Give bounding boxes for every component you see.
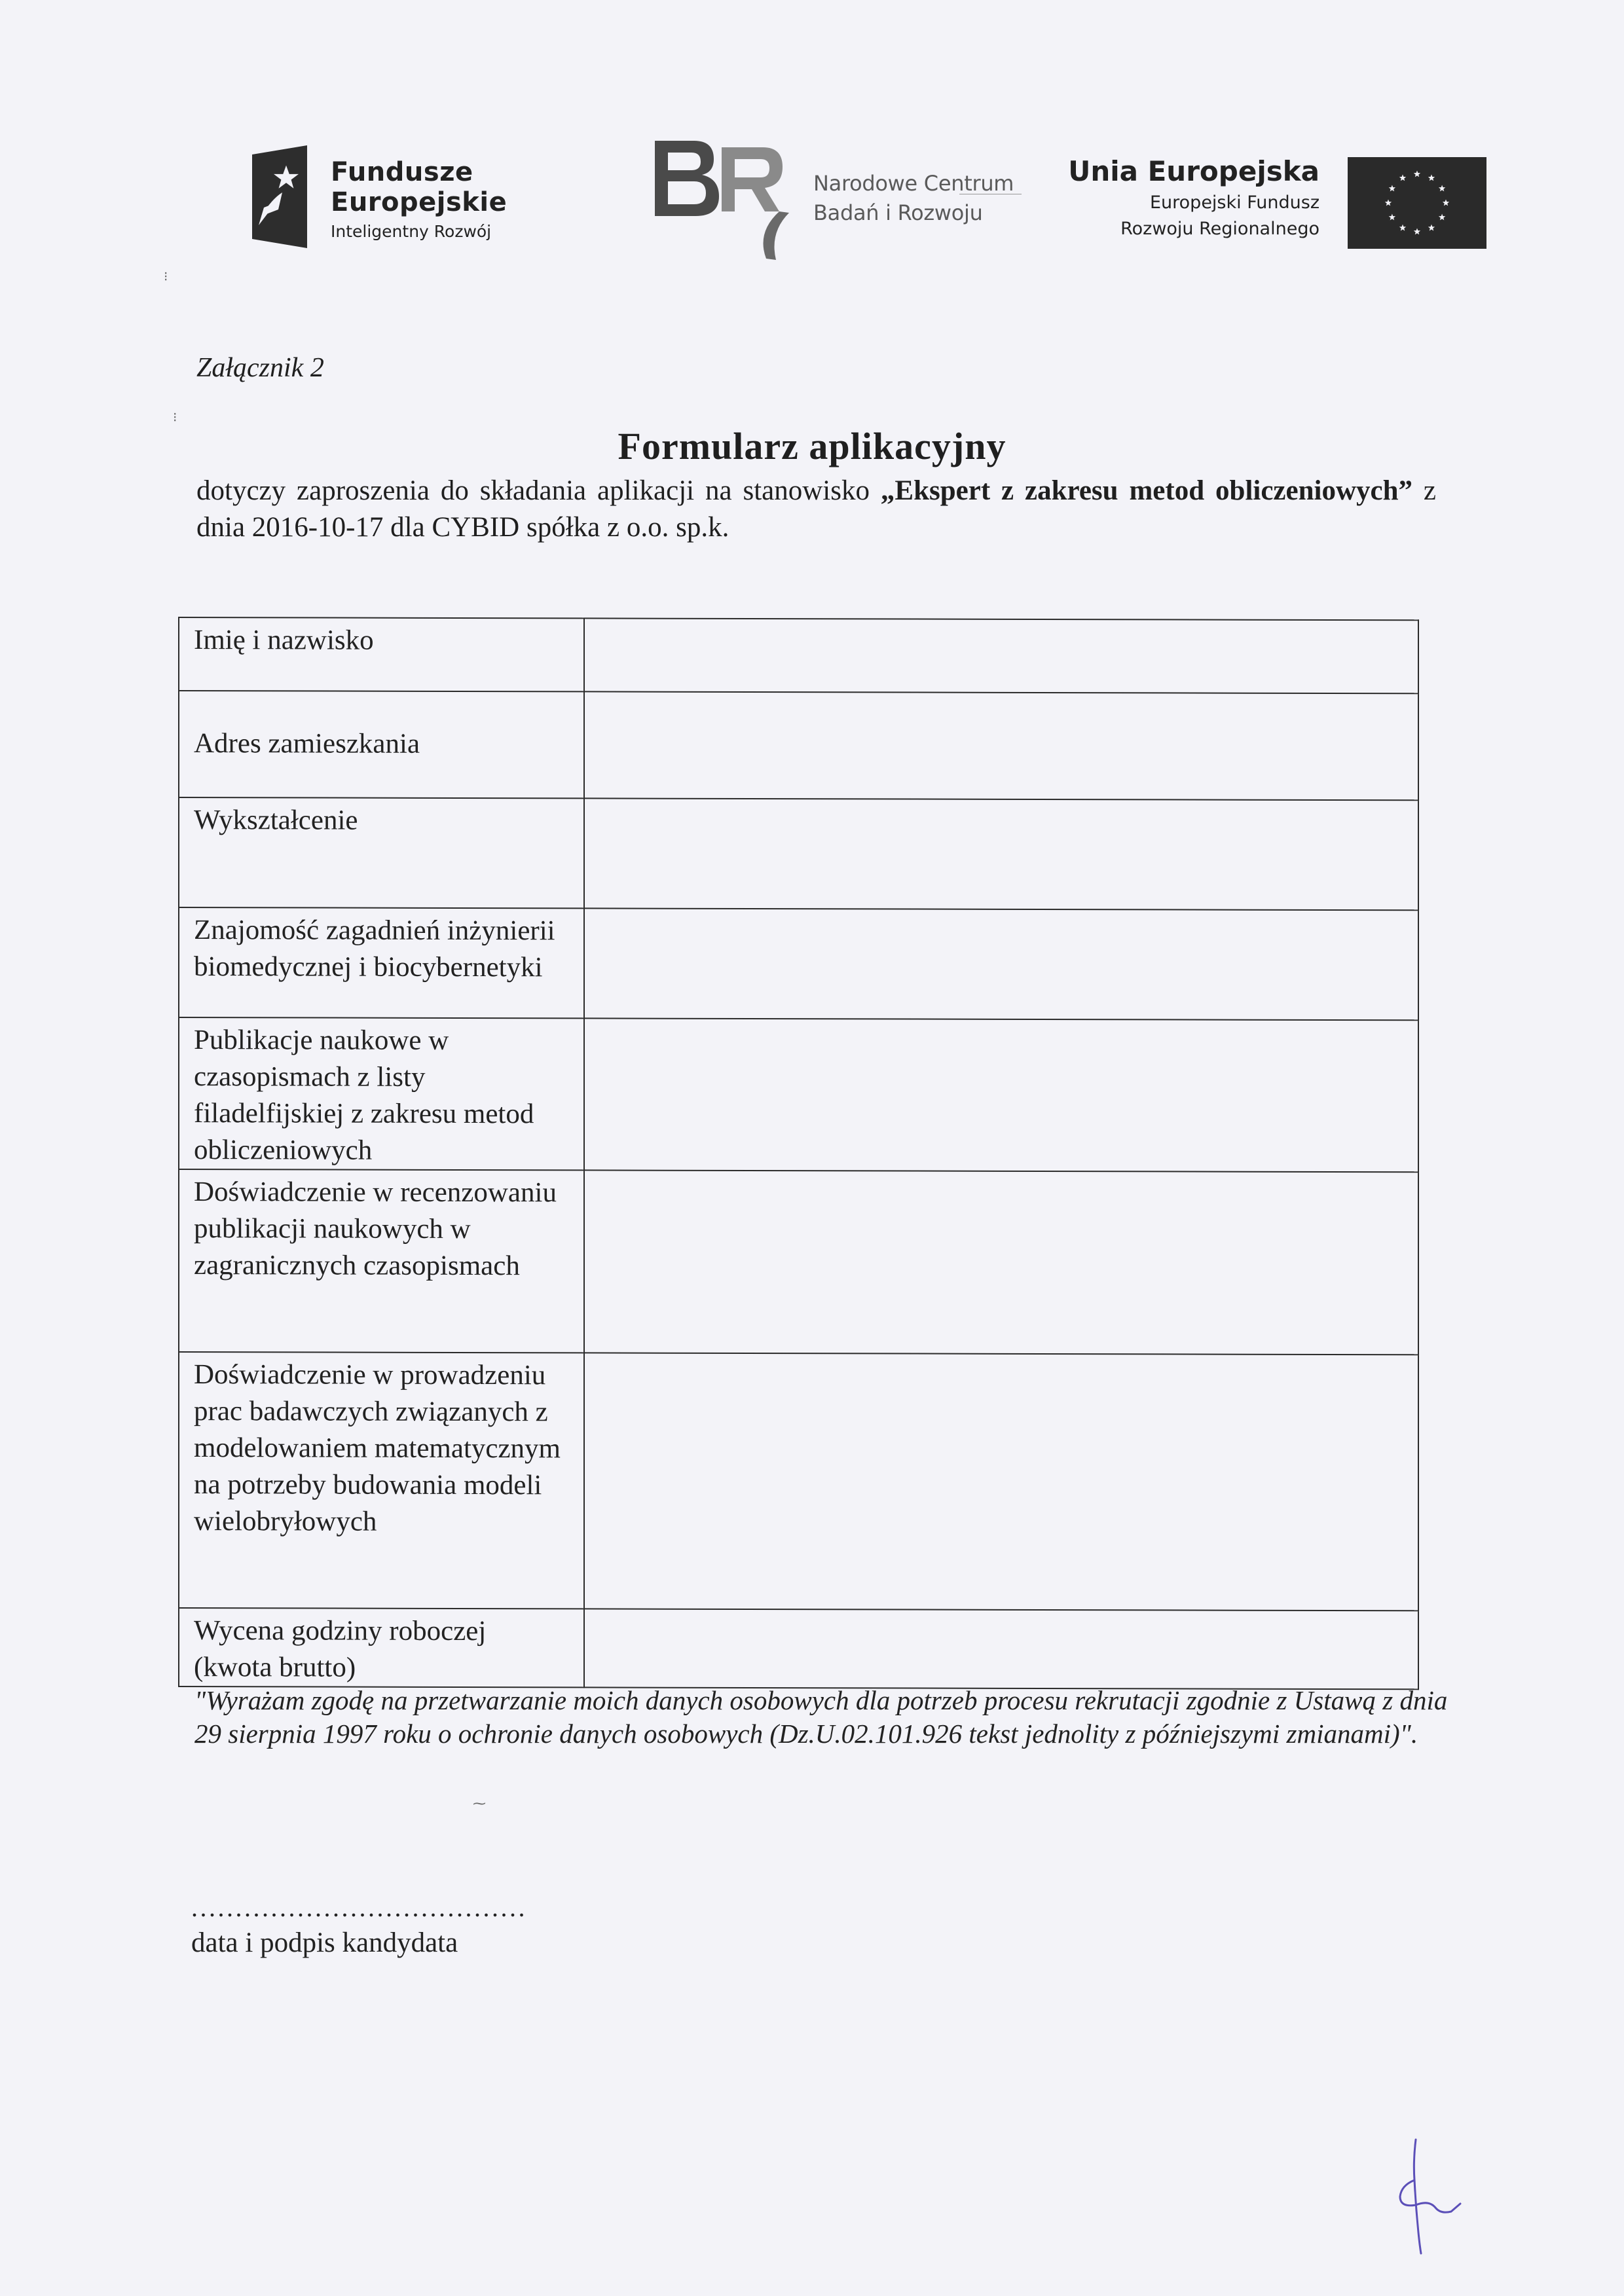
ncbr-logo-icon [648,134,822,262]
eu-star-icon [1389,214,1395,221]
form-field-value[interactable] [584,798,1418,910]
form-row [179,1017,1418,1172]
form-row [179,907,1418,1020]
signature-label: data i podpis kandydata [191,1927,458,1958]
eu-star-icon [1399,225,1406,231]
eu-star-icon [1443,200,1449,206]
logo-line: Inteligentny Rozwój [331,222,492,241]
form-row [179,617,1418,693]
logo-line: Badań i Rozwoju [813,200,983,225]
intro-paragraph [196,473,1436,546]
eu-star-icon [1439,214,1445,221]
eu-star-icon [1385,200,1392,206]
form-field-label: Znajomość zagadnień inżynierii biomedycznej i biocybernetyki [179,907,584,1018]
form-field-label: Doświadczenie w prowadzeniu prac badawczych związanych z modelowaniem matematycznym na potrzeby budowania modeli wielobryłowych [179,1352,584,1609]
form-field-value[interactable] [584,691,1418,800]
eu-flag-icon [1348,157,1486,249]
consent-statement: "Wyrażam zgodę na przetwarzanie moich danych osobowych dla potrzeb procesu rekrutacji zgodnie z Ustawą z dnia 29 sierpnia 1997 roku o ochronie danych osobowych (Dz.U.02.101.926 tekst jednolity z późniejszymi zmianami)". [194,1685,1448,1749]
logo-line: Narodowe Centrum [813,171,1014,196]
form-field-label: Adres zamieszkania [179,691,584,798]
intro-text: z dnia 2016-10-17 dla CYBID spółka z o.o. sp.k. [196,475,1437,543]
form-field-value[interactable] [584,1170,1418,1355]
scan-speck: ⁝ [173,410,177,425]
logo-line: Europejski Fundusz [1149,192,1320,213]
logo-line: Rozwoju Regionalnego [1120,219,1320,239]
form-field-label: Wykształcenie [179,797,584,908]
eu-star-icon [1414,228,1420,235]
logo-line: Fundusze [331,157,473,187]
logo-line: Unia Europejska [1068,155,1320,187]
form-row [179,797,1418,910]
form-field-value[interactable] [584,1018,1418,1172]
application-form-table [178,617,1419,1690]
form-field-value[interactable] [584,1353,1418,1611]
eu-star-icon [1428,174,1435,181]
attachment-label: Załącznik 2 [196,353,324,383]
form-field-label: Wycena godziny roboczej (kwota brutto) [179,1608,584,1687]
form-row [179,1608,1418,1689]
ncbr-logo-text [813,169,1014,228]
form-field-label: Doświadczenie w recenzowaniu publikacji naukowych w zagranicznych czasopismach [179,1169,584,1353]
page-title: Formularz aplikacyjny [618,425,1006,467]
eu-star-icon [1389,185,1395,192]
handwritten-initial-icon [1388,2134,1467,2255]
form-field-value[interactable] [584,1609,1418,1689]
form-field-value[interactable] [584,908,1418,1020]
eu-logo-text [1022,155,1320,241]
position-name: „Ekspert z zakresu metod obliczeniowych” [880,475,1413,506]
form-row [179,1169,1418,1355]
fundusze-europejskie-logo-icon [252,145,307,248]
intro-text: dotyczy zaproszenia do składania aplikacji na stanowisko [196,475,881,506]
logo-line: Europejskie [331,187,507,217]
eu-star-icon [1414,171,1420,177]
fundusze-europejskie-logo-text [331,157,507,244]
form-field-label: Publikacje naukowe w czasopismach z listy filadelfijskiej z zakresu metod obliczeniowych [179,1017,584,1170]
form-field-value[interactable] [584,618,1418,693]
form-row [179,1352,1418,1611]
signature-line: ...................................... [191,1893,527,1922]
form-row [179,691,1418,800]
eu-star-icon [1428,225,1435,231]
eu-star-icon [1439,185,1445,192]
eu-star-icon [1399,174,1406,181]
scan-speck: ⁓ [473,1796,486,1811]
form-field-label: Imię i nazwisko [179,617,584,691]
scan-speck: ⁝ [164,270,168,284]
